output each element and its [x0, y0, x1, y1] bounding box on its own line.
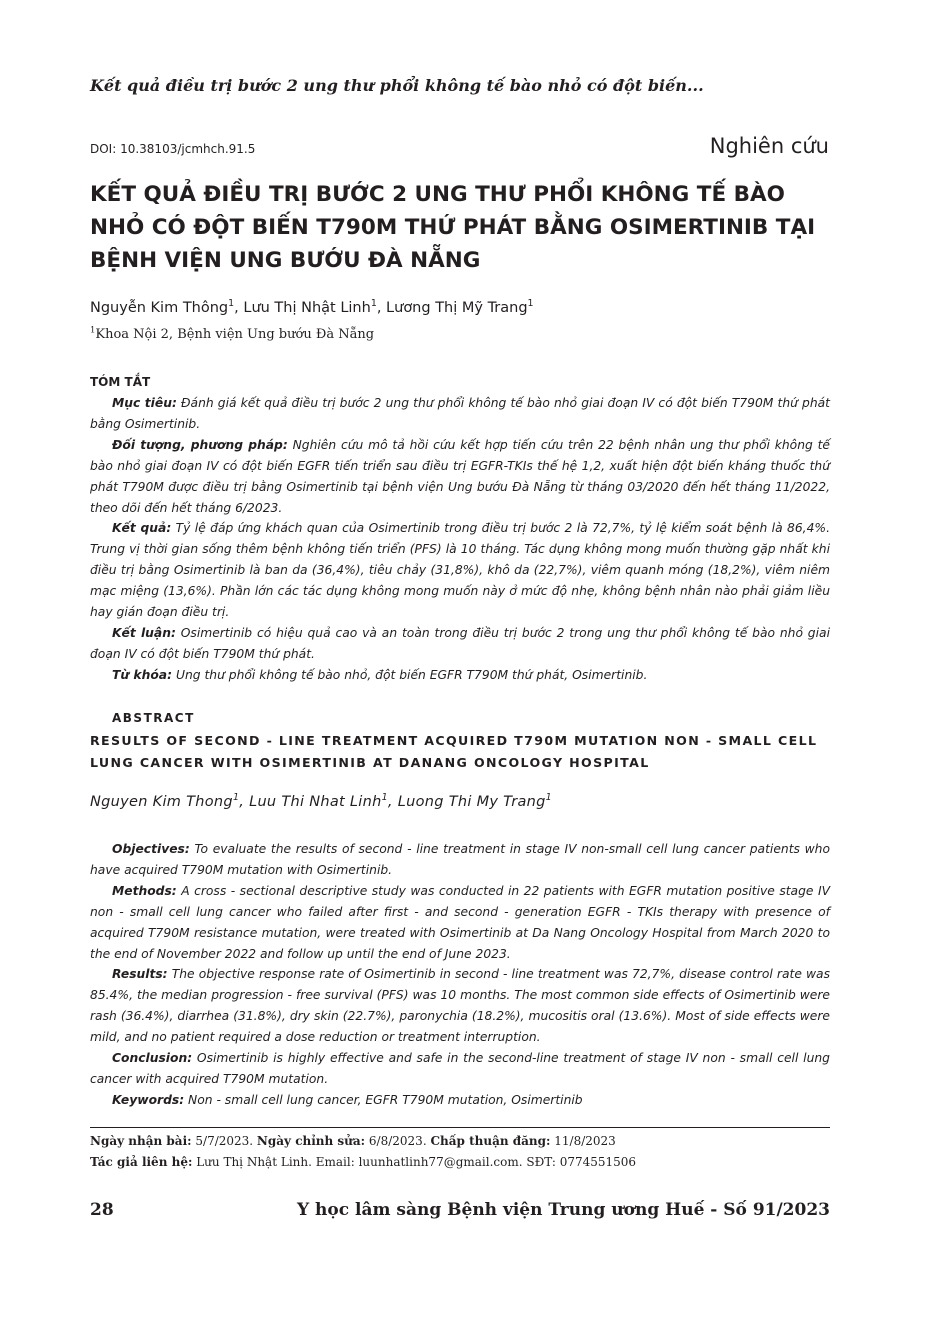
corresponding-label: Tác giả liên hệ: — [90, 1155, 193, 1169]
author-name: Luu Thi Nhat Linh — [249, 794, 382, 810]
abstract-conclusion — [90, 1048, 830, 1090]
accepted-label: Chấp thuận đăng: — [430, 1134, 551, 1148]
corresponding-value: Lưu Thị Nhật Linh. Email: luunhatlinh77@gmail.com. SĐT: 0774551506 — [192, 1155, 637, 1169]
abstract-methods-text: A cross - sectional descriptive study was conducted in 22 patients with EGFR mutation positive stage IV non - small cell lung cancer who failed after first - and second - generation EGFR - TKIs therapy with presence of acquired T790M resistance mutation, were treated with Osimertinib at Da Nang Oncology Hospital from March 2020 to the end of November 2022 and follow up until the end of June 2023. — [90, 883, 830, 961]
article-title-en: RESULTS OF SECOND - LINE TREATMENT ACQUIRED T790M MUTATION NON - SMALL CELL LUNG CANCER WITH OSIMERTINIB AT DANANG ONCOLOGY HOSPITAL — [90, 733, 818, 770]
author-list-en — [90, 794, 552, 810]
author-separator: , — [376, 300, 387, 316]
author-name: Lưu Thị Nhật Linh — [243, 300, 371, 316]
abstract-objectives-label: Objectives: — [112, 842, 190, 856]
summary-objective-label: Mục tiêu: — [112, 396, 177, 410]
abstract-objectives — [90, 839, 830, 881]
revised-label: Ngày chỉnh sửa: — [256, 1134, 366, 1148]
author-affiliation-mark: 1 — [228, 298, 235, 310]
affiliation-mark: 1 — [90, 324, 96, 335]
summary-keywords-label: Từ khóa: — [112, 667, 173, 682]
revised-value: 6/8/2023. — [365, 1134, 431, 1148]
summary-vi — [90, 393, 830, 686]
summary-heading: TÓM TẮT — [90, 375, 151, 389]
abstract-heading: ABSTRACT — [112, 711, 195, 725]
author-affiliation-mark: 1 — [370, 298, 377, 310]
summary-conclusion — [90, 623, 830, 665]
author-list-vi — [90, 300, 534, 316]
footnote-corresponding — [90, 1155, 636, 1169]
summary-methods-label: Đối tượng, phương pháp: — [112, 437, 288, 452]
summary-conclusion-text: Osimertinib có hiệu quả cao và an toàn trong điều trị bước 2 trong ung thư phổi không tế bào nhỏ giai đoạn IV có đột biến T790M thứ phát. — [90, 625, 830, 661]
abstract-keywords — [90, 1090, 830, 1111]
abstract-en — [90, 839, 830, 1111]
summary-methods-text: Nghiên cứu mô tả hồi cứu kết hợp tiến cứu trên 22 bệnh nhân ung thư phổi không tế bào nhỏ giai đoạn IV có đột biến EGFR tiến triển sau điều trị EGFR-TKIs thế hệ 1,2, xuất hiện đột biến kháng thuốc thứ phát T790M được điều trị bằng Osimertinib tại bệnh viện Ung bướu Đà Nẵng từ tháng 03/2020 đến hết tháng 11/2022, theo dõi đến hết tháng 6/2023. — [90, 437, 830, 515]
author-affiliation-mark: 1 — [232, 792, 240, 804]
running-head: Kết quả điều trị bước 2 ung thư phổi không tế bào nhỏ có đột biến... — [90, 76, 704, 95]
journal-name: Y học lâm sàng Bệnh viện Trung ương Huế - Số 91/2023 — [296, 1200, 830, 1220]
abstract-methods-label: Methods: — [112, 883, 177, 898]
abstract-results-text: The objective response rate of Osimertinib in second - line treatment was 72,7%, disease control rate was 85.4%, the median progression - free survival (PFS) was 10 months. The most common side effects of Osimertinib were rash (36.4%), diarrhea (31.8%), dry skin (22.7%), paronychia (18.2%), mucositis oral (13.6%). Most of side effects were mild, and no patient required a dose reduction or treatment interruption. — [90, 967, 830, 1045]
received-label: Ngày nhận bài: — [90, 1134, 192, 1148]
summary-results — [90, 518, 830, 623]
abstract-conclusion-text: Osimertinib is highly effective and safe in the second-line treatment of stage IV non - small cell lung cancer with acquired T790M mutation. — [90, 1051, 830, 1086]
summary-conclusion-label: Kết luận: — [112, 625, 176, 640]
section-label: Nghiên cứu — [709, 134, 829, 158]
summary-results-text: Tỷ lệ đáp ứng khách quan của Osimertinib trong điều trị bước 2 là 72,7%, tỷ lệ kiểm soát bệnh là 86,4%. Trung vị thời gian sống thêm bệnh không tiến triển (PFS) là 10 tháng. Tác dụng không mong muốn thường gặp nhất khi điều trị bằng Osimertinib là ban da (36,4%), tiêu chảy (31,8%), khô da (22,7%), viêm quanh móng (18,2%), viêm niêm mạc miệng (13,6%). Phần lớn các tác dụng không mong muốn này ở mức độ nhẹ, không bệnh nhân nào phải giảm liều hay gián đoạn điều trị. — [90, 521, 830, 620]
author-name: Nguyễn Kim Thông — [90, 300, 229, 316]
author-name: Lương Thị Mỹ Trang — [386, 300, 528, 316]
author-separator: , — [387, 794, 398, 810]
page-number: 28 — [90, 1200, 114, 1220]
abstract-keywords-text: Non - small cell lung cancer, EGFR T790M mutation, Osimertinib — [184, 1092, 583, 1107]
summary-results-label: Kết quả: — [112, 521, 172, 536]
footnote-divider — [90, 1127, 830, 1128]
abstract-objectives-text: To evaluate the results of second - line treatment in stage IV non-small cell lung cancer patients who have acquired T790M mutation with Osimertinib. — [90, 842, 830, 877]
article-title-vi: KẾT QUẢ ĐIỀU TRỊ BƯỚC 2 UNG THƯ PHỔI KHÔNG TẾ BÀO NHỎ CÓ ĐỘT BIẾN T790M THỨ PHÁT BẰNG OSIMERTINIB TẠI BỆNH VIỆN UNG BƯỚU ĐÀ NẴNG — [90, 182, 816, 273]
abstract-results — [90, 964, 830, 1048]
author-affiliation-mark: 1 — [381, 792, 388, 804]
abstract-methods — [90, 881, 830, 965]
affiliation — [90, 324, 375, 342]
footnote-dates — [90, 1134, 616, 1148]
summary-objective-text: Đánh giá kết quả điều trị bước 2 ung thư phổi không tế bào nhỏ giai đoạn IV có đột biến T790M thứ phát bằng Osimertinib. — [90, 396, 831, 431]
author-separator: , — [234, 300, 244, 316]
doi: DOI: 10.38103/jcmhch.91.5 — [90, 142, 256, 156]
author-affiliation-mark: 1 — [527, 298, 534, 310]
abstract-results-label: Results: — [112, 967, 168, 982]
summary-keywords-text: Ung thư phổi không tế bào nhỏ, đột biến EGFR T790M thứ phát, Osimertinib. — [172, 667, 648, 682]
summary-objective — [90, 393, 830, 435]
author-name: Luong Thi My Trang — [397, 794, 546, 810]
received-value: 5/7/2023. — [191, 1134, 257, 1148]
author-separator: , — [239, 794, 250, 810]
summary-keywords — [90, 665, 830, 686]
author-affiliation-mark: 1 — [545, 792, 552, 804]
abstract-keywords-label: Keywords: — [112, 1092, 185, 1107]
summary-methods — [90, 435, 830, 519]
affiliation-text: Khoa Nội 2, Bệnh viện Ung bướu Đà Nẵng — [95, 327, 375, 342]
accepted-value: 11/8/2023 — [550, 1134, 616, 1148]
abstract-conclusion-label: Conclusion: — [112, 1051, 193, 1066]
author-name: Nguyen Kim Thong — [90, 794, 233, 810]
